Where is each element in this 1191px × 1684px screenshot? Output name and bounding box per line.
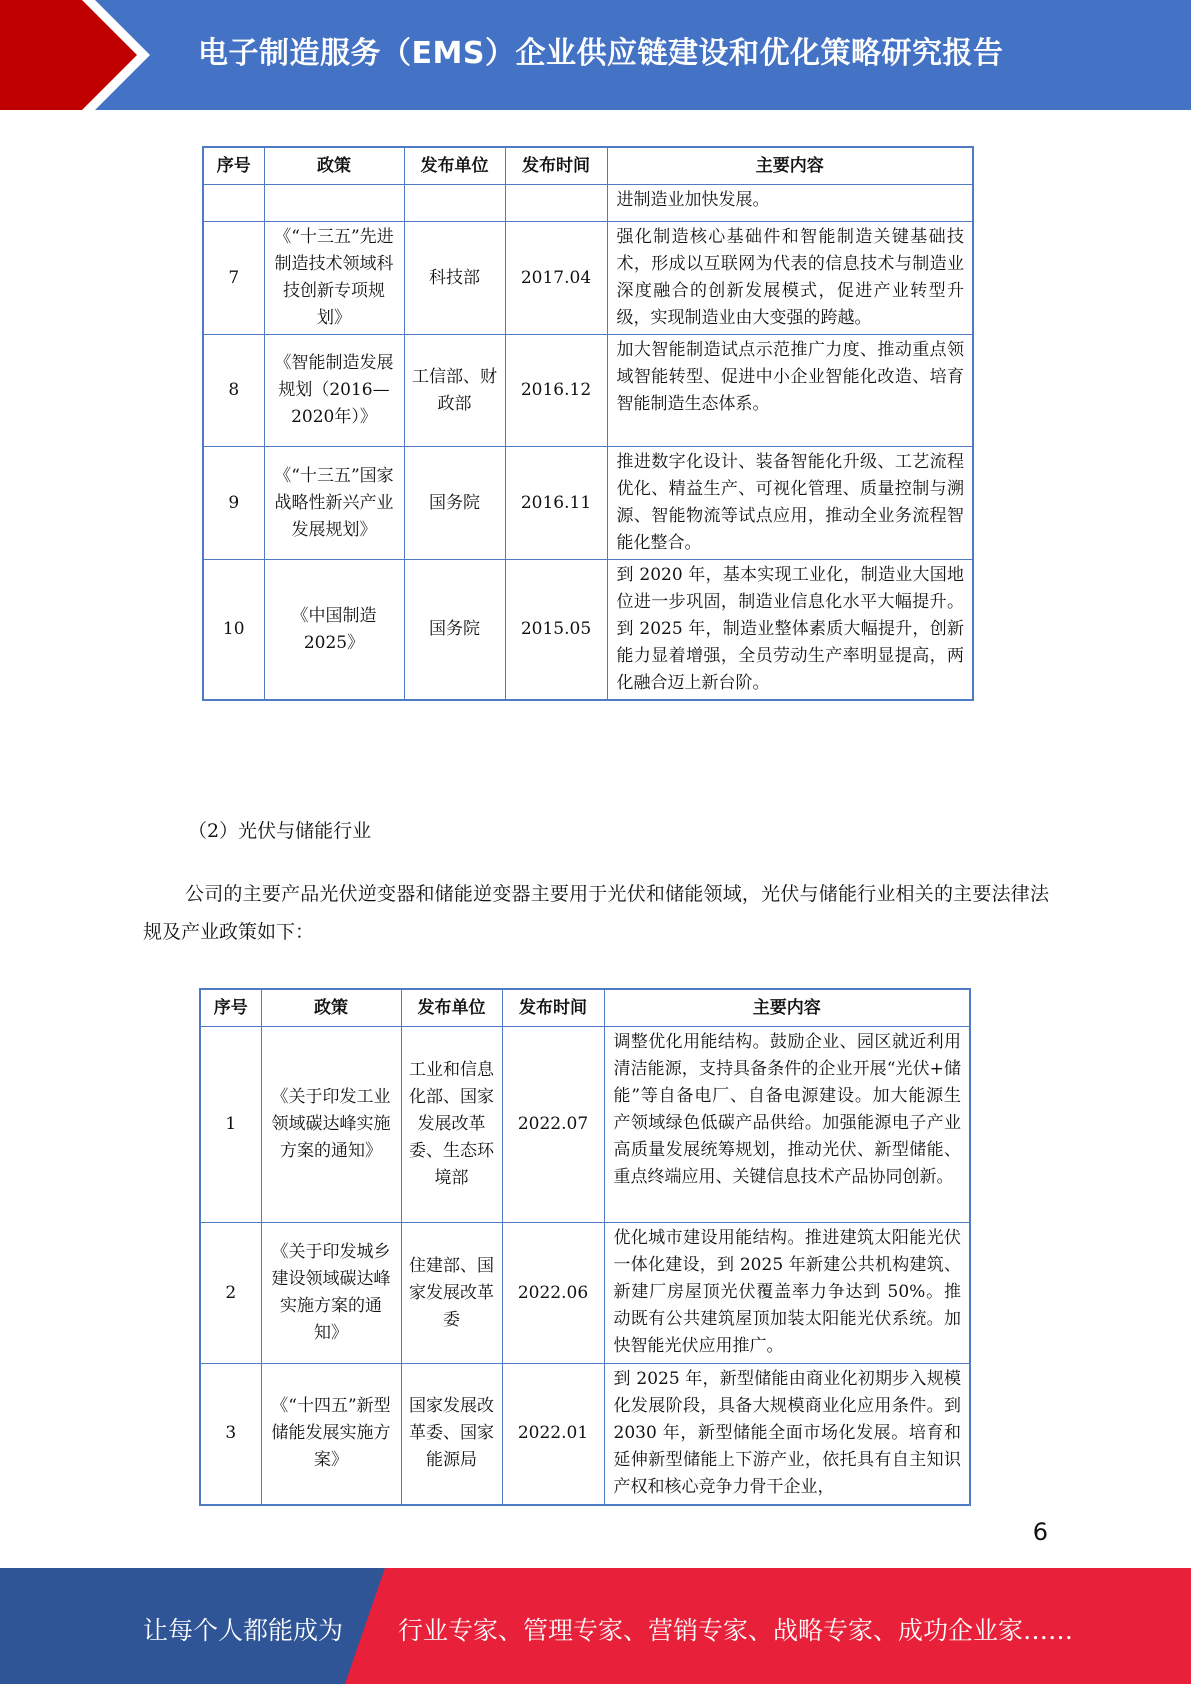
col-header-policy: 政策 — [261, 989, 401, 1027]
cell-content: 强化制造核心基础件和智能制造关键基础技术，形成以互联网为代表的信息技术与制造业深度融合的创新发展模式，促进产业转型升级，实现制造业由大变强的跨越。 — [607, 222, 973, 335]
cell-policy: 《“十三五”国家战略性新兴产业发展规划》 — [264, 447, 404, 560]
cell-content: 优化城市建设用能结构。推进建筑太阳能光伏一体化建设，到 2025 年新建公共机构建筑、新建厂房屋顶光伏覆盖率力争达到 50%。推动既有公共建筑屋顶加装太阳能光伏系统。加快智能光伏应用推广。 — [604, 1223, 970, 1364]
cell-issuer: 工信部、财政部 — [404, 335, 505, 447]
report-title: 电子制造服务（EMS）企业供应链建设和优化策略研究报告 — [198, 36, 1004, 71]
table-row — [200, 1223, 970, 1364]
cell-no: 7 — [203, 222, 264, 335]
cell-policy: 《“十四五”新型储能发展实施方案》 — [261, 1364, 401, 1505]
header-red-chevron — [0, 0, 150, 110]
cell-policy: 《中国制造2025》 — [264, 560, 404, 701]
policy-table-manufacturing — [202, 146, 974, 701]
cell-date: 2016.12 — [505, 335, 607, 447]
cell-policy — [264, 185, 404, 222]
table-row — [203, 560, 973, 701]
cell-content: 到 2020 年，基本实现工业化，制造业大国地位进一步巩固，制造业信息化水平大幅提升。到 2025 年，制造业整体素质大幅提升，创新能力显着增强，全员劳动生产率明显提高，两化融合迈上新台阶。 — [607, 560, 973, 701]
cell-no: 8 — [203, 335, 264, 447]
col-header-content: 主要内容 — [607, 147, 973, 185]
col-header-date: 发布时间 — [502, 989, 604, 1027]
cell-date: 2016.11 — [505, 447, 607, 560]
cell-policy: 《“十三五”先进制造技术领域科技创新专项规划》 — [264, 222, 404, 335]
table-header-row — [200, 989, 970, 1027]
page-footer — [0, 1568, 1191, 1684]
policy-table-pv-storage — [199, 988, 971, 1506]
cell-issuer: 国务院 — [404, 560, 505, 701]
footer-slogan-left: 让每个人都能成为 — [143, 1616, 344, 1645]
cell-no — [203, 185, 264, 222]
col-header-no: 序号 — [203, 147, 264, 185]
cell-no: 9 — [203, 447, 264, 560]
table-row — [203, 222, 973, 335]
cell-no: 10 — [203, 560, 264, 701]
table-row — [200, 1027, 970, 1223]
cell-issuer: 科技部 — [404, 222, 505, 335]
cell-content: 推进数字化设计、装备智能化升级、工艺流程优化、精益生产、可视化管理、质量控制与溯源、智能物流等试点应用，推动全业务流程智能化整合。 — [607, 447, 973, 560]
cell-date — [505, 185, 607, 222]
cell-issuer: 国家发展改革委、国家能源局 — [401, 1364, 502, 1505]
table-row — [203, 335, 973, 447]
cell-date: 2022.01 — [502, 1364, 604, 1505]
cell-content: 进制造业加快发展。 — [607, 185, 973, 222]
cell-date: 2015.05 — [505, 560, 607, 701]
cell-content: 调整优化用能结构。鼓励企业、园区就近利用清洁能源，支持具备条件的企业开展“光伏+储能”等自备电厂、自备电源建设。加大能源生产领域绿色低碳产品供给。加强能源电子产业高质量发展统筹规划，推动光伏、新型储能、重点终端应用、关键信息技术产品协同创新。 — [604, 1027, 970, 1223]
cell-date: 2017.04 — [505, 222, 607, 335]
col-header-content: 主要内容 — [604, 989, 970, 1027]
cell-date: 2022.06 — [502, 1223, 604, 1364]
cell-no: 2 — [200, 1223, 261, 1364]
col-header-no: 序号 — [200, 989, 261, 1027]
cell-issuer: 住建部、国家发展改革委 — [401, 1223, 502, 1364]
page-header — [0, 0, 1191, 110]
cell-policy: 《关于印发城乡建设领域碳达峰实施方案的通知》 — [261, 1223, 401, 1364]
cell-no: 3 — [200, 1364, 261, 1505]
table-row — [200, 1364, 970, 1505]
table-row — [203, 185, 973, 222]
cell-content: 加大智能制造试点示范推广力度、推动重点领域智能转型、促进中小企业智能化改造、培育智能制造生态体系。 — [607, 335, 973, 447]
col-header-issuer: 发布单位 — [401, 989, 502, 1027]
table-header-row — [203, 147, 973, 185]
cell-date: 2022.07 — [502, 1027, 604, 1223]
footer-slogan-right: 行业专家、管理专家、营销专家、战略专家、成功企业家…… — [398, 1616, 1074, 1645]
col-header-date: 发布时间 — [505, 147, 607, 185]
cell-issuer: 国务院 — [404, 447, 505, 560]
table-row — [203, 447, 973, 560]
cell-policy: 《智能制造发展规划（2016—2020年）》 — [264, 335, 404, 447]
section-heading: （2）光伏与储能行业 — [188, 820, 372, 842]
section-paragraph: 公司的主要产品光伏逆变器和储能逆变器主要用于光伏和储能领域，光伏与储能行业相关的主要法律法规及产业政策如下： — [143, 883, 1049, 943]
col-header-policy: 政策 — [264, 147, 404, 185]
cell-issuer: 工业和信息化部、国家发展改革委、生态环境部 — [401, 1027, 502, 1223]
page-number: 6 — [1032, 1518, 1048, 1546]
cell-no: 1 — [200, 1027, 261, 1223]
cell-policy: 《关于印发工业领域碳达峰实施方案的通知》 — [261, 1027, 401, 1223]
cell-issuer — [404, 185, 505, 222]
cell-content: 到 2025 年，新型储能由商业化初期步入规模化发展阶段，具备大规模商业化应用条件。到 2030 年，新型储能全面市场化发展。培育和延伸新型储能上下游产业，依托具有自主知识产权和核心竞争力骨干企业， — [604, 1364, 970, 1505]
col-header-issuer: 发布单位 — [404, 147, 505, 185]
